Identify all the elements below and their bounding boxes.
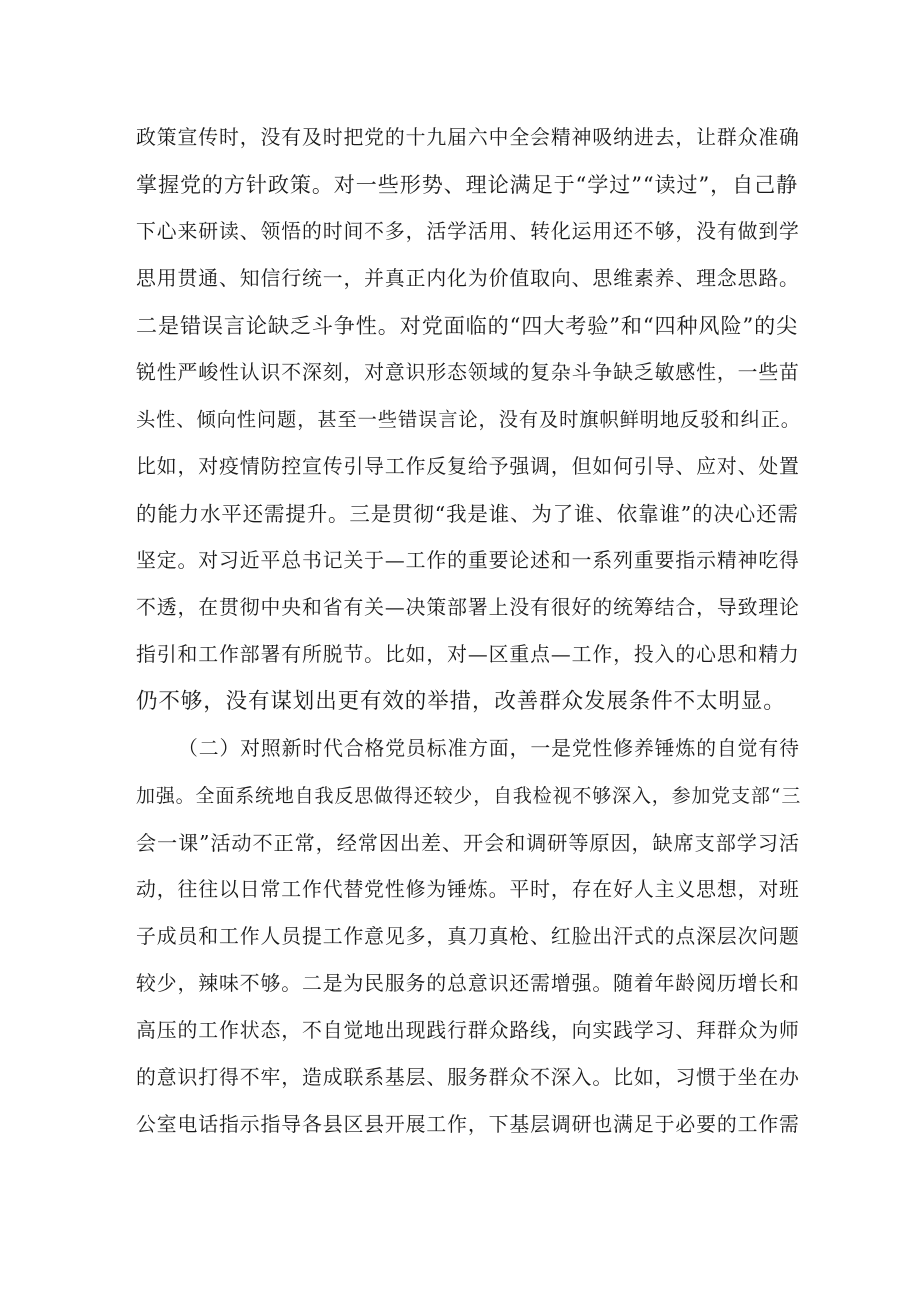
text-line: 锐性严峻性认识不深刻，对意识形态领域的复杂斗争缺乏敏感性，一些苗 [136,361,800,384]
text-line: 比如，对疫情防控宣传引导工作反复给予强调，但如何引导、应对、处置 [136,455,800,478]
text-line: 子成员和工作人员提工作意见多，真刀真枪、红脸出汗式的点深层次问题 [136,925,800,948]
text-line: 坚定。对习近平总书记关于—工作的重要论述和一系列重要指示精神吃得 [136,549,800,572]
text-line: 头性、倾向性问题，甚至一些错误言论，没有及时旗帜鲜明地反驳和纠正。 [136,408,801,431]
text-line: 较少，辣味不够。二是为民服务的总意识还需增强。随着年龄阅历增长和 [136,972,800,995]
text-line: 的能力水平还需提升。三是贯彻“我是谁、为了谁、依靠谁”的决心还需 [136,502,799,526]
text-line: 会一课”活动不正常，经常因出差、开会和调研等原因，缺席支部学习活 [136,831,800,855]
text-line: 二是错误言论缺乏斗争性。对党面临的“四大考验”和“四种风险”的尖 [136,313,799,338]
text-line: 指引和工作部署有所脱节。比如，对—区重点—工作，投入的心思和精力 [136,643,800,666]
text-line: 政策宣传时，没有及时把党的十九届六中全会精神吸纳进去，让群众准确 [136,126,800,149]
text-line: 仍不够，没有谋划出更有效的举措，改善群众发展条件不太明显。 [136,689,786,714]
paragraph-first-line: （二）对照新时代合格党员标准方面，一是党性修养锤炼的自觉有待 [178,737,800,760]
text-line: 加强。全面系统地自我反思做得还较少，自我检视不够深入，参加党支部“三 [136,785,802,807]
text-line: 下心来研读、领悟的时间不多，活学活用、转化运用还不够，没有做到学 [136,220,800,243]
text-line: 高压的工作状态，不自觉地出现践行群众路线，向实践学习、拜群众为师 [136,1019,800,1042]
text-line: 掌握党的方针政策。对一些形势、理论满足于“学过”“读过”，自己静 [136,172,799,197]
text-line: 公室电话指示指导各县区县开展工作，下基层调研也满足于必要的工作需 [136,1113,800,1136]
text-line: 的意识打得不牢，造成联系基层、服务群众不深入。比如，习惯于坐在办 [136,1066,800,1089]
text-line: 思用贯通、知信行统一，并真正内化为价值取向、思维素养、理念思路。 [136,267,800,290]
text-line: 动，往往以日常工作代替党性修为锤炼。平时，存在好人主义思想，对班 [136,878,800,901]
text-line: 不透，在贯彻中央和省有关—决策部署上没有很好的统筹结合，导致理论 [136,596,800,619]
